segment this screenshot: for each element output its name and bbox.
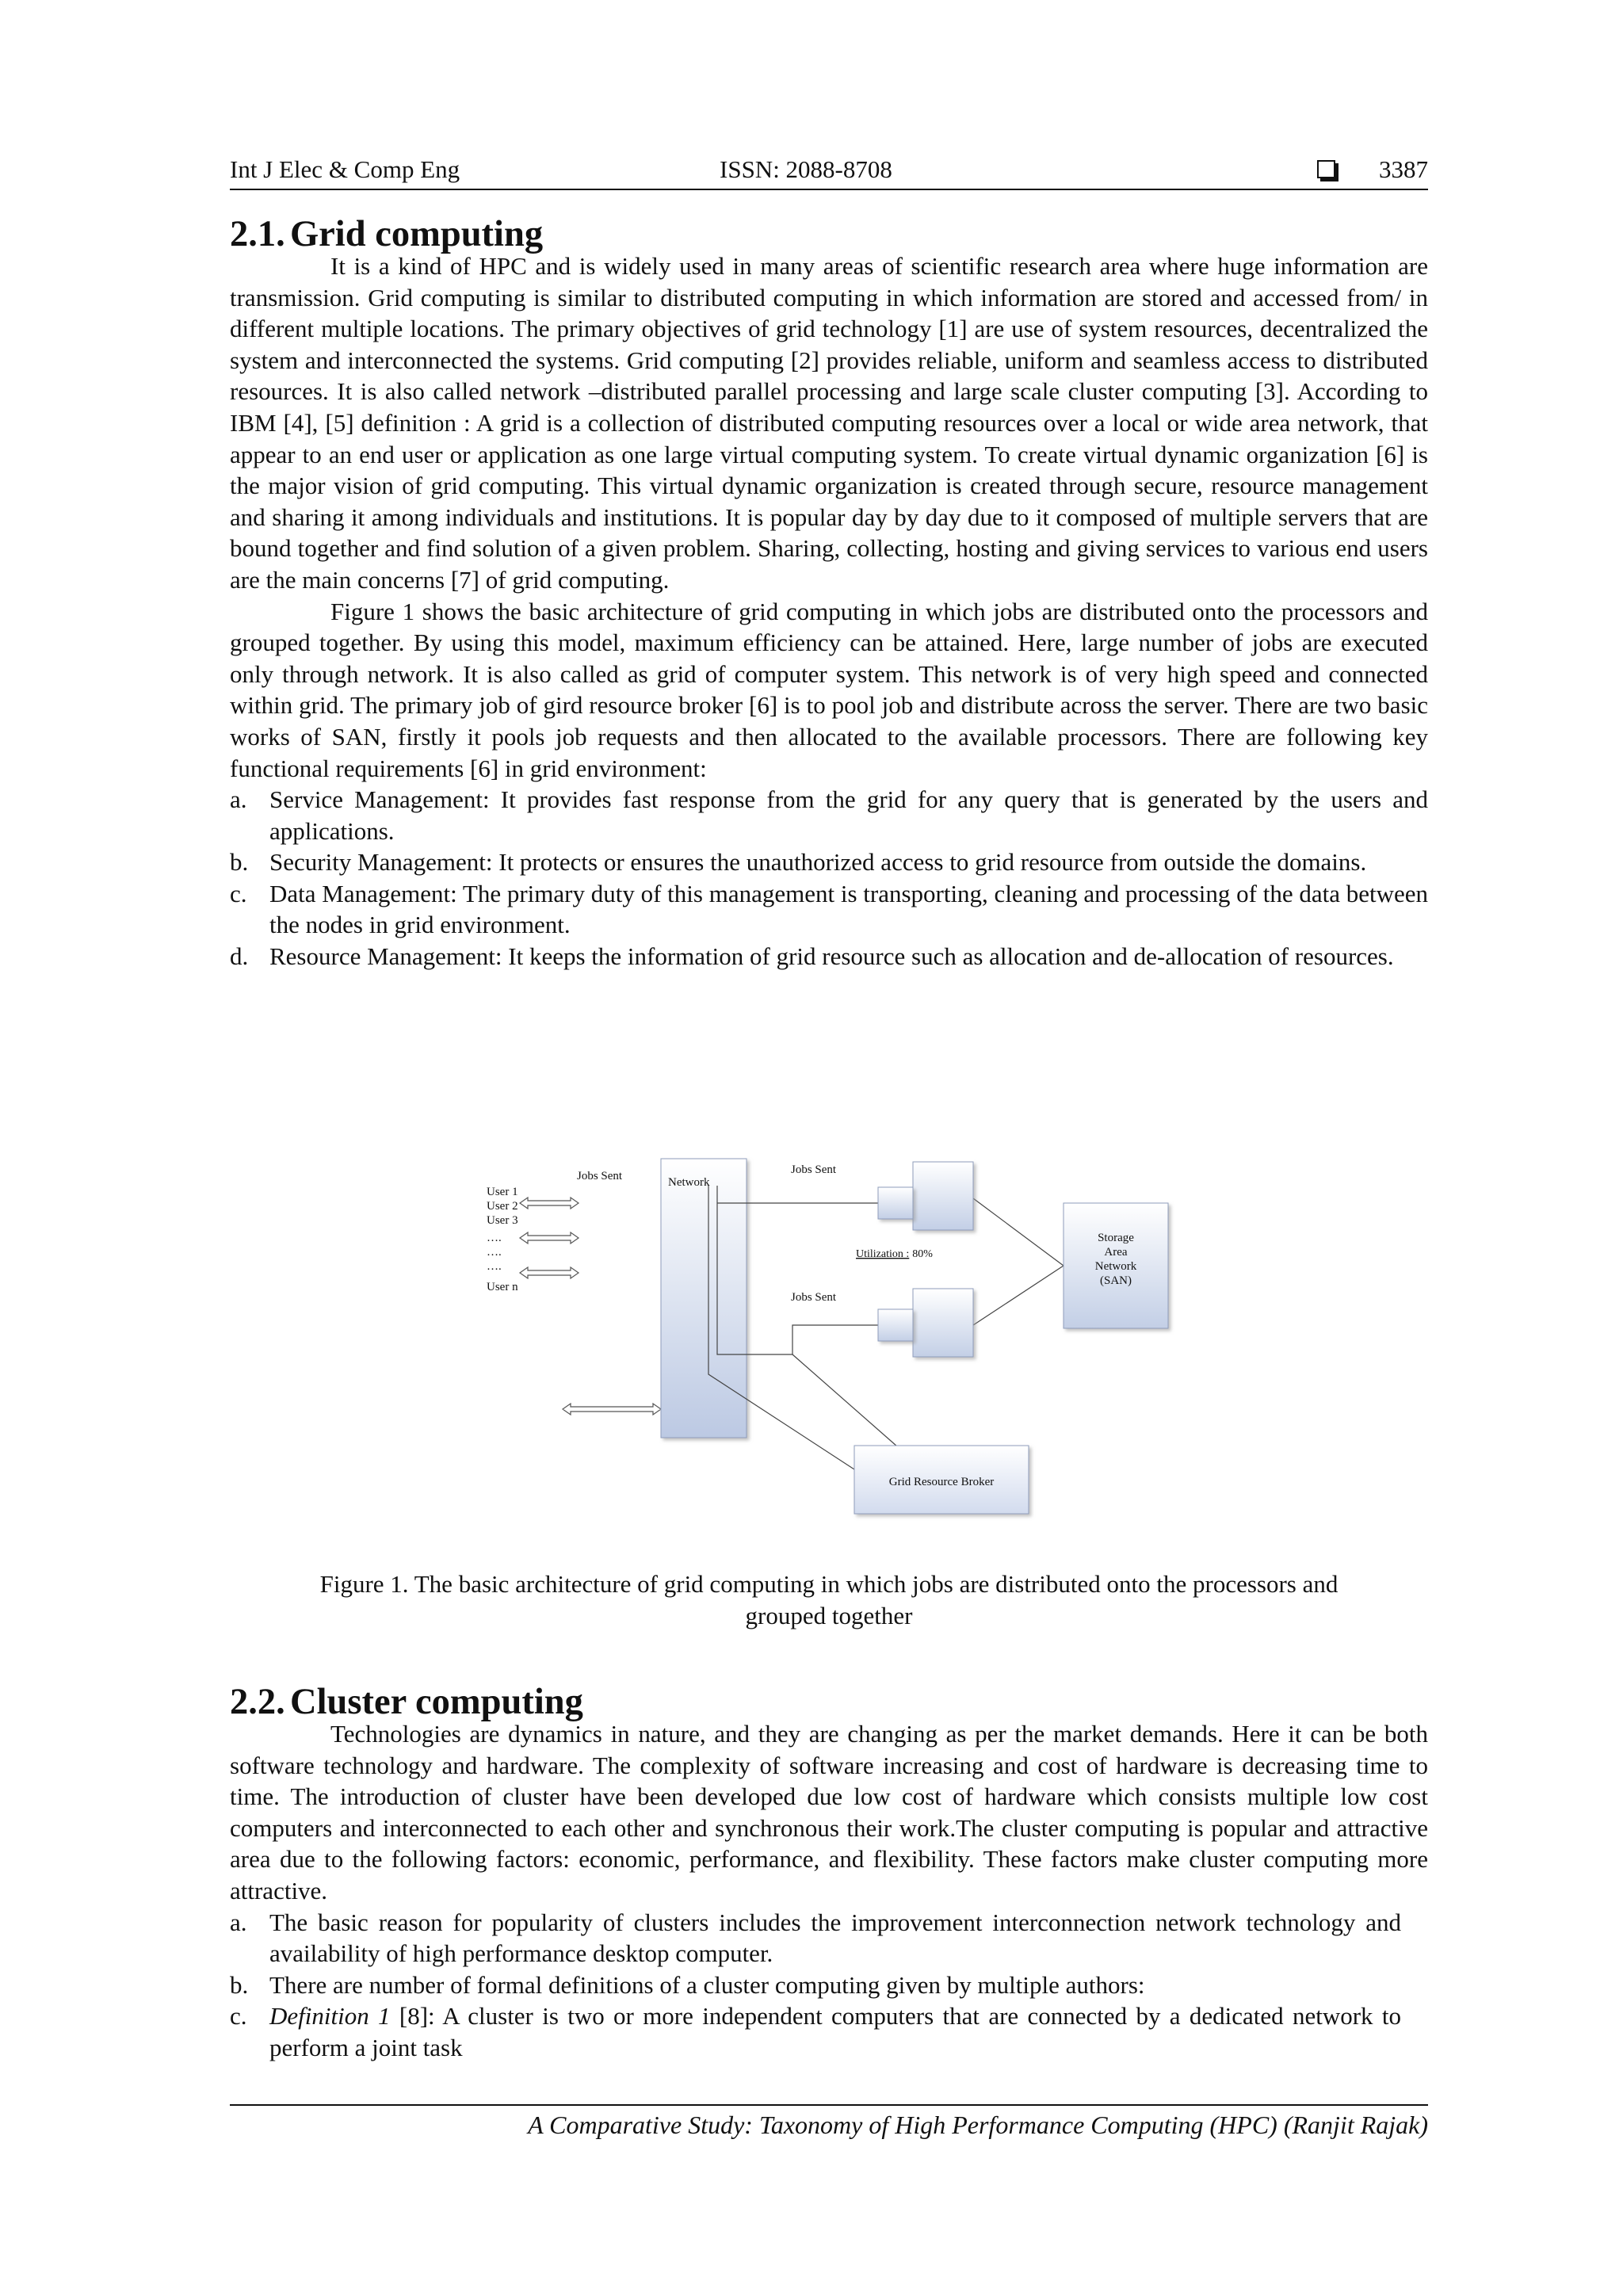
header-rule: [230, 189, 1428, 190]
double-arrow-icon: [520, 1267, 579, 1278]
list-item-text: Data Management: The primary duty of this management is transporting, cleaning and processing of the data between the nodes in grid environment.: [269, 879, 1429, 939]
list-item-text: There are number of formal definitions of a cluster computing given by multiple authors:: [269, 1970, 1145, 1999]
section-heading: [230, 214, 1428, 254]
processor-1: [878, 1162, 973, 1230]
cluster-list: [230, 1907, 1428, 2064]
list-item-text: The basic reason for popularity of clusters includes the improvement interconnection network technology and availability of high performance desktop computer.: [269, 1908, 1401, 1968]
list-item: [230, 784, 1428, 846]
list-marker: a.: [230, 785, 247, 814]
section-title: Grid computing: [290, 214, 544, 254]
user-label: User 1: [487, 1186, 518, 1198]
page-number: 3387: [1379, 155, 1428, 183]
list-item: [230, 1969, 1401, 2001]
paragraph: Technologies are dynamics in nature, and they are changing as per the market demands. Here it can be both software technology and hardware. The complexity of software increasing and cost of hardware is decreasing time to time. The introduction of cluster have been developed due low cost of hardware which consists multiple low cost computers and interconnected to each other and synchronous their work.The cluster computing is popular and attractive area due to the following factors: economic, performance, and flexibility. These factors make cluster computing more attractive.: [230, 1720, 1428, 1904]
figure-grid-architecture: [475, 1154, 1181, 1536]
list-marker: a.: [230, 1908, 247, 1936]
jobs-sent-label: Jobs Sent: [791, 1163, 837, 1176]
san-label-line: (SAN): [1100, 1274, 1132, 1287]
processor-body: [913, 1289, 973, 1357]
jobs-sent-label: Jobs Sent: [791, 1291, 837, 1304]
caption-line: Figure 1. The basic architecture of grid computing in which jobs are distributed onto the processors and: [319, 1570, 1338, 1598]
list-marker: d.: [230, 942, 249, 971]
double-arrow-icon: [520, 1198, 579, 1209]
user-label: ….: [487, 1232, 502, 1244]
san-label-line: Storage: [1098, 1232, 1134, 1244]
list-item: [230, 2000, 1401, 2063]
list-item-text: Security Management: It protects or ensures the unauthorized access to grid resource from outside the domains.: [269, 848, 1367, 877]
user-label: User 2: [487, 1200, 518, 1213]
section-cluster-computing: [230, 1682, 1428, 2064]
user-label: ….: [487, 1260, 502, 1273]
figure-caption: [230, 1568, 1428, 1632]
broker-label: Grid Resource Broker: [888, 1476, 995, 1488]
paragraph: Figure 1 shows the basic architecture of grid computing in which jobs are distributed onto the processors and grouped together. By using this model, maximum efficiency can be attained. Here, large number of jobs are executed only through network. It is also called as grid of computer system. This network is of very high speed and connected within grid. The primary job of gird resource broker [6] is to pool job and distribute across the server. There are two basic works of SAN, firstly it pools job requests and then allocated to the available processors. There are following key functional requirements [6] in grid environment:: [230, 597, 1428, 782]
checkbox-square-icon: [1317, 160, 1335, 178]
list-marker: b.: [230, 1970, 249, 1999]
utilization-text: [856, 1248, 933, 1260]
section-title: Cluster computing: [290, 1682, 583, 1722]
requirements-list: [230, 784, 1428, 972]
list-item-text: Resource Management: It keeps the information of grid resource such as allocation and de-allocation of resources.: [269, 942, 1394, 971]
user-list: [487, 1186, 518, 1293]
list-item-text: [8]: A cluster is two or more independent computers that are connected by a dedicated network to perform a joint task: [269, 2002, 1401, 2061]
line-processor-1-to-san: [973, 1198, 1064, 1266]
paragraph: It is a kind of HPC and is widely used in many areas of scientific research area where huge information are transmission. Grid computing is similar to distributed computing in which information are stored and accessed from/ in different multiple locations. The primary objectives of grid technology [1] are use of system resources, decentralized the system and interconnected the systems. Grid computing [2] provides reliable, uniform and seamless access to distributed resources. It is also called network –distributed parallel processing and large scale cluster computing [3]. According to IBM [4], [5] definition : A grid is a collection of distributed computing resources over a local or wide area network, that appear to an end user or application as one large virtual computing system. To create virtual dynamic organization [6] is the major vision of grid computing. This virtual dynamic organization is created through secure, resource management and sharing it among individuals and institutions. It is popular day by day due to it composed of multiple servers that are bound together and find solution of a given problem. Sharing, collecting, hosting and giving services to various end users are the main concerns [7] of grid computing.: [230, 252, 1428, 594]
caption-line: grouped together: [745, 1602, 913, 1629]
list-marker: b.: [230, 848, 249, 877]
list-marker: c.: [230, 879, 247, 907]
processor-node: [878, 1187, 913, 1219]
user-label: ….: [487, 1246, 502, 1259]
section-number: 2.1.: [230, 214, 285, 254]
journal-name: Int J Elec & Comp Eng: [230, 155, 460, 183]
list-item: [230, 878, 1428, 941]
list-item: [230, 941, 1428, 972]
processor-body: [913, 1162, 973, 1230]
double-arrow-icon: [563, 1404, 661, 1415]
section-grid-computing: [230, 214, 1429, 972]
san-label-line: Area: [1104, 1246, 1128, 1259]
section-number: 2.2.: [230, 1682, 285, 1722]
network-box: [661, 1159, 747, 1438]
network-label: Network: [668, 1176, 710, 1189]
issn: ISSN: 2088-8708: [720, 155, 892, 183]
list-item: [230, 1907, 1401, 1969]
running-footer: A Comparative Study: Taxonomy of High Performance Computing (HPC) (Ranjit Rajak): [528, 2111, 1428, 2139]
line-processor-2-to-san: [973, 1266, 1064, 1325]
processor-node: [878, 1309, 913, 1341]
utilization-label: Utilization :: [856, 1248, 910, 1260]
definition-label: Definition 1: [269, 2002, 391, 2030]
line-to-broker-2: [792, 1354, 903, 1452]
user-label: User n: [487, 1281, 518, 1293]
list-marker: c.: [230, 2002, 247, 2030]
user-label: User 3: [487, 1214, 518, 1227]
list-item: [230, 846, 1428, 878]
double-arrows: [520, 1198, 661, 1415]
running-header: [230, 152, 1428, 190]
footer-rule: [230, 2104, 1428, 2106]
double-arrow-icon: [520, 1232, 579, 1244]
processor-2: [878, 1289, 973, 1357]
section-heading: [230, 1682, 1428, 1722]
utilization-value: 80%: [912, 1248, 933, 1260]
jobs-sent-label: Jobs Sent: [577, 1170, 623, 1182]
grid-architecture-diagram: [475, 1154, 1181, 1536]
list-item-text: Service Management: It provides fast response from the grid for any query that is generated by the users and applications.: [269, 785, 1428, 845]
san-label-line: Network: [1094, 1260, 1137, 1273]
